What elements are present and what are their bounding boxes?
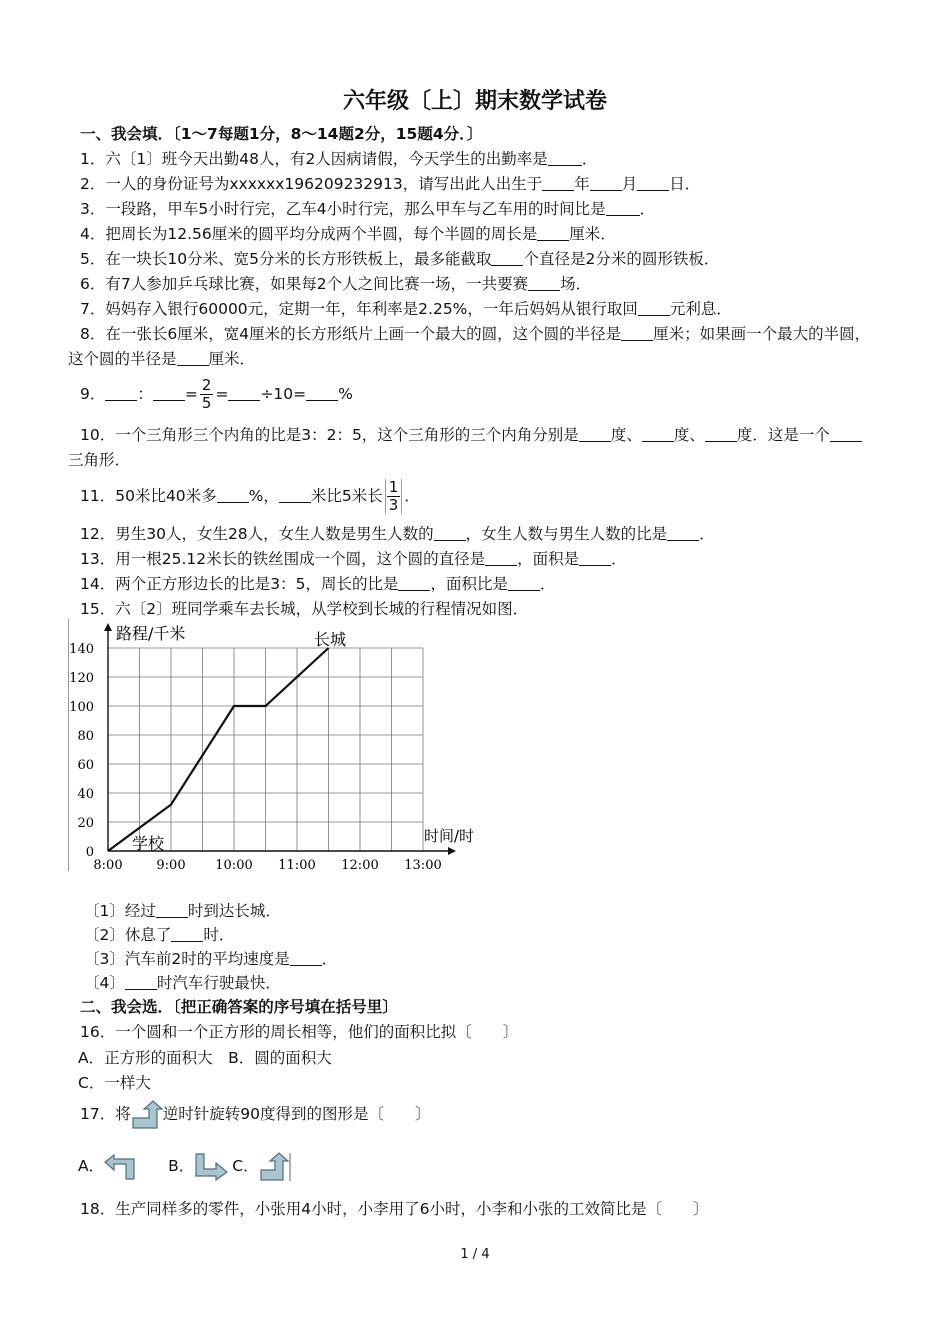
question-3: 3．一段路，甲车5小时行完，乙车4小时行完，那么甲车与乙车用的时间比是 ． [80, 200, 656, 218]
answer-blank[interactable] [638, 299, 670, 316]
answer-blank[interactable] [606, 199, 640, 216]
y-tick-label: 80 [77, 729, 94, 744]
question-15-1: 〔1〕经过 时到达长城． [84, 902, 281, 920]
question-15: 15．六〔2〕班同学乘车去长城，从学校到长城的行程情况如图． [80, 600, 529, 618]
answer-blank[interactable] [528, 274, 560, 291]
x-tick-label: 13:00 [404, 858, 442, 871]
option-c-shape-icon [259, 1152, 291, 1182]
question-17: 17．将 逆时针旋转90度得到的图形是〔 〕 [80, 1097, 430, 1131]
question-9: 9． ： = $\frac{2}{5}$ = ÷10= % [80, 376, 353, 412]
distance-time-chart [68, 619, 488, 871]
fraction-two-fifths: $\frac{2}{5}$ [201, 376, 212, 412]
question-7: 7．妈妈存入银行60000元，定期一年，年利率是2.25%，一年后妈妈从银行取回 元利息． [80, 300, 732, 318]
chart-grid [108, 648, 423, 851]
answer-blank[interactable] [398, 574, 430, 591]
answer-blank[interactable] [434, 524, 466, 541]
answer-blank[interactable] [537, 224, 569, 241]
fraction-one-third: $\frac{1}{3}$ [385, 479, 403, 514]
section-1-heading: 一、我会填．〔1～7每题1分，8～14题2分，15题4分．〕 [80, 125, 483, 143]
answer-blank[interactable] [105, 384, 137, 401]
answer-blank[interactable] [830, 425, 862, 442]
question-8: 8．在一张长6厘米，宽4厘米的长方形纸片上画一个最大的圆，这个圆的半径是 厘米；如果画一个最大的半圆，这个圆的半径是 厘米． [68, 325, 871, 368]
question-16: 16．一个圆和一个正方形的周长相等，他们的面积比拟〔 〕 [80, 1023, 519, 1041]
answer-blank[interactable] [217, 486, 249, 503]
x-tick-label: 9:00 [156, 858, 186, 871]
answer-blank[interactable] [485, 549, 517, 566]
question-17-options: A． B． C． [78, 1150, 291, 1182]
answer-blank[interactable] [579, 425, 611, 442]
page-number: 1 / 4 [460, 1247, 490, 1262]
answer-blank[interactable] [171, 925, 203, 942]
question-15-2: 〔2〕休息了 时． [84, 926, 235, 944]
answer-blank[interactable] [642, 425, 674, 442]
x-axis-label: 时间/时 [424, 827, 475, 845]
question-16-option-c: C．一样大 [78, 1074, 151, 1092]
question-13: 13．用一根25.12米长的铁丝围成一个圆，这个圆的直径是 ，面积是 ． [80, 550, 627, 568]
answer-blank[interactable] [621, 324, 653, 341]
y-tick-label: 60 [77, 758, 94, 773]
x-tick-label: 8:00 [93, 858, 123, 871]
chart-axes [104, 623, 456, 855]
answer-blank[interactable] [548, 149, 582, 166]
option-a-shape-icon [104, 1154, 136, 1180]
answer-blank[interactable] [705, 425, 737, 442]
y-axis-arrow [104, 623, 112, 631]
question-12: 12．男生30人，女生28人，女生人数是男生人数的 ，女生人数与男生人数的比是 ． [80, 525, 715, 543]
question-16-options-ab: A．正方形的面积大 B．圆的面积大 [78, 1049, 332, 1067]
y-tick-label: 120 [69, 671, 94, 686]
exam-title: 六年级〔上〕期末数学试卷 [342, 89, 607, 114]
answer-blank[interactable] [590, 174, 622, 191]
answer-blank[interactable] [508, 574, 540, 591]
option-b-shape-icon [194, 1153, 228, 1181]
question-18: 18．生产同样多的零件，小张用4小时，小李用了6小时，小李和小张的工效简比是〔 〕 [80, 1200, 709, 1218]
x-tick-label: 10:00 [215, 858, 253, 871]
x-tick-label: 11:00 [278, 858, 316, 871]
x-tick-label: 12:00 [341, 858, 379, 871]
l-shape-icon [131, 1100, 163, 1130]
question-5: 5．在一块长10分米、宽5分米的长方形铁板上，最多能截取 个直径是2分米的圆形铁板． [80, 250, 720, 268]
y-tick-label: 140 [69, 642, 94, 657]
answer-blank[interactable] [579, 549, 611, 566]
question-15-3: 〔3〕汽车前2时的平均速度是 ． [84, 950, 338, 968]
x-axis-arrow [448, 847, 456, 855]
chart-ticks [69, 642, 442, 871]
start-label-school: 学校 [132, 834, 165, 853]
question-4: 4．把周长为12.56厘米的圆平均分成两个半圆，每个半圆的周长是 厘米． [80, 225, 616, 243]
answer-blank[interactable] [156, 901, 188, 918]
y-tick-label: 40 [77, 787, 94, 802]
answer-blank[interactable] [491, 249, 523, 266]
question-1: 1．六〔1〕班今天出勤48人，有2人因病请假，今天学生的出勤率是 ． [80, 150, 598, 168]
y-tick-label: 0 [85, 845, 94, 860]
answer-blank[interactable] [279, 486, 311, 503]
question-10: 10．一个三角形三个内角的比是3：2：5，这个三角形的三个内角分别是 度、 度、 度．这是一个三角形． [68, 423, 873, 473]
question-11: 11．50米比40米多 %， 米比5米长 $\frac{1}{3}$ ． [80, 478, 420, 514]
answer-blank[interactable] [125, 973, 157, 990]
end-label-great-wall: 长城 [314, 630, 347, 649]
y-tick-label: 20 [77, 816, 94, 831]
answer-blank[interactable] [177, 349, 209, 366]
answer-blank[interactable] [637, 174, 669, 191]
answer-blank[interactable] [228, 384, 260, 401]
route-line [108, 648, 329, 851]
answer-blank[interactable] [667, 524, 699, 541]
y-axis-label: 路程/千米 [116, 624, 186, 643]
answer-blank[interactable] [290, 949, 322, 966]
question-2: 2．一人的身份证号为xxxxxx196209232913，请写出此人出生于 年 月 日． [80, 175, 701, 193]
answer-blank[interactable] [306, 384, 338, 401]
y-tick-label: 100 [69, 700, 94, 715]
answer-blank[interactable] [153, 384, 185, 401]
question-15-4: 〔4〕 时汽车行驶最快． [84, 974, 281, 992]
question-6: 6．有7人参加乒乓球比赛，如果每2个人之间比赛一场，一共要赛 场． [80, 275, 592, 293]
section-2-heading: 二、我会选．〔把正确答案的序号填在括号里〕 [80, 998, 398, 1016]
question-14: 14．两个正方形边长的比是3：5，周长的比是 ，面积比是 ． [80, 575, 556, 593]
answer-blank[interactable] [542, 174, 574, 191]
